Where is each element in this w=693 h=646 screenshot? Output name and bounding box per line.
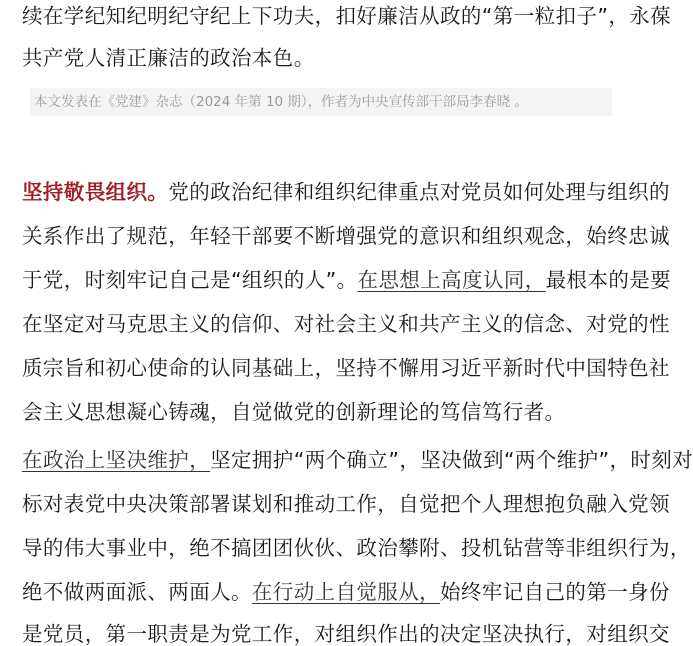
- section-lead-heading: 坚持敬畏组织。: [22, 180, 169, 204]
- text-line: [22, 582, 670, 602]
- underlined-phrase: 在政治上坚决维护，: [22, 448, 211, 472]
- underlined-phrase: 在思想上高度认同，: [357, 268, 546, 292]
- text-line: 关系作出了规范，年轻干部要不断增强党的意识和组织观念，始终忠诚: [22, 224, 670, 248]
- text-line: 共产党人清正廉洁的政治本色。: [22, 46, 315, 70]
- text-segment: 坚定拥护“两个确立”，坚决做到“两个维护”，时刻对: [210, 448, 693, 472]
- text-line: [22, 270, 671, 290]
- underlined-phrase: 在行动上自觉服从，: [251, 580, 441, 604]
- text-line: 在坚定对马克思主义的信仰、对社会主义和共产主义的信念、对党的性: [22, 312, 670, 336]
- text-line: 会主义思想凝心铸魂，自觉做党的创新理论的笃信笃行者。: [22, 400, 566, 424]
- text-line: 质宗旨和初心使命的认同基础上，坚持不懈用习近平新时代中国特色社: [22, 356, 670, 380]
- text-segment: 于党，时刻牢记自己是“组织的人”。: [22, 268, 358, 292]
- text-line: [22, 182, 670, 202]
- text-segment: 党的政治纪律和组织纪律重点对党员如何处理与组织的: [168, 180, 670, 204]
- text-segment: 绝不做两面派、两面人。: [22, 580, 252, 604]
- text-segment: 始终牢记自己的第一身份: [440, 580, 670, 604]
- text-line: 续在学纪知纪明纪守纪上下功夫，扣好廉洁从政的“第一粒扣子”，永葆: [22, 4, 672, 28]
- text-line: [22, 450, 693, 470]
- text-line: 是党员，第一职责是为党工作，对组织作出的决定坚决执行，对组织交: [22, 622, 670, 646]
- source-note: 本文发表在《党建》杂志（2024 年第 10 期），作者为中央宣传部干部局李春晓 。: [30, 88, 612, 116]
- text-segment: 最根本的是要: [545, 268, 672, 292]
- text-line: 标对表党中央决策部署谋划和推动工作，自觉把个人理想抱负融入党领: [22, 492, 670, 516]
- text-line: 导的伟大事业中，绝不搞团团伙伙、政治攀附、投机钻营等非组织行为，: [22, 536, 691, 560]
